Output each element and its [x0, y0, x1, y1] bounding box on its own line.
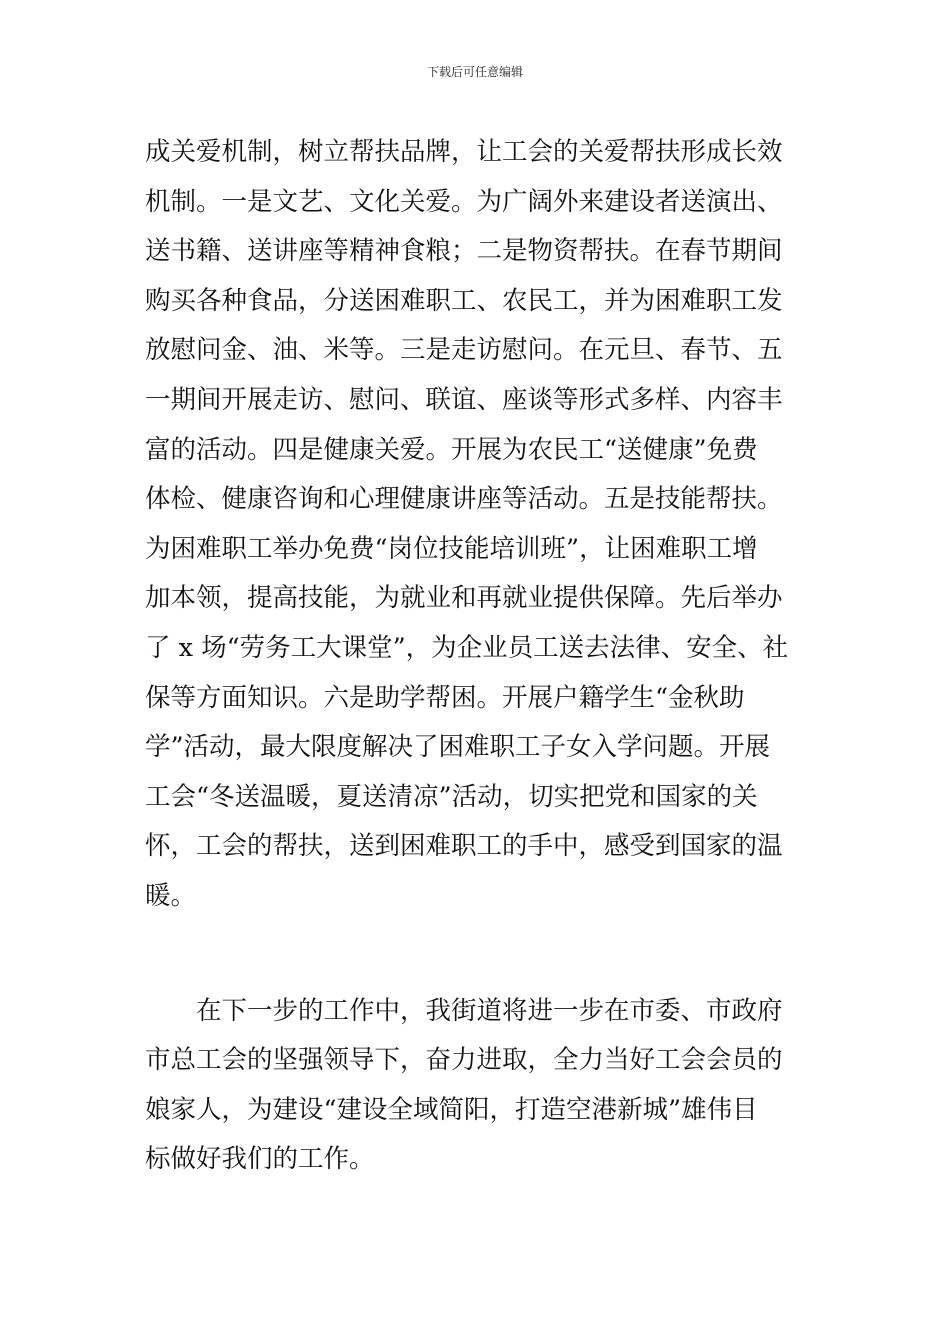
- paragraph-2: [145, 987, 815, 1185]
- text-line: 加本领，提高技能，为就业和再就业提供保障。先后举办: [145, 583, 783, 614]
- text-line: 成关爱机制，树立帮扶品牌，让工会的关爱帮扶形成长效: [145, 137, 783, 167]
- text-line: 为困难职工举办免费“岗位技能培训班”，让困难职工增: [145, 533, 758, 564]
- text-line: 购买各种食品，分送困难职工、农民工，并为困难职工发: [145, 285, 783, 316]
- text-line: 怀，工会的帮扶，送到困难职工的手中，感受到国家的温: [145, 831, 783, 862]
- text-line: 体检、健康咨询和心理健康讲座等活动。五是技能帮扶。: [145, 484, 783, 515]
- paragraph-spacer: [145, 922, 815, 987]
- text-line: 放慰问金、油、米等。三是走访慰问。在元旦、春节、五: [145, 335, 783, 366]
- text-line: 学”活动，最大限度解决了困难职工子女入学问题。开展: [145, 732, 771, 763]
- text-line: 送书籍、送讲座等精神食粮；二是物资帮扶。在春节期间: [145, 236, 783, 267]
- document-body: [145, 128, 815, 1185]
- text-line: 机制。一是文艺、文化关爱。为广阔外来建设者送演出、: [145, 186, 783, 217]
- text-line: 在下一步的工作中，我街道将进一步在市委、市政府: [145, 995, 783, 1026]
- text-line: 娘家人，为建设“建设全域简阳，打造空港新城”雄伟目: [145, 1094, 758, 1125]
- text-line: 工会“冬送温暖，夏送清凉”活动，切实把党和国家的关: [145, 781, 758, 812]
- paragraph-1: [145, 128, 815, 922]
- text-line: 暖。: [145, 880, 197, 911]
- page-header: 下载后可任意编辑: [426, 65, 523, 79]
- text-line: 富的活动。四是健康关爱。开展为农民工“送健康”免费: [145, 434, 758, 465]
- text-line: 市总工会的坚强领导下，奋力进取，全力当好工会会员的: [145, 1045, 783, 1076]
- text-line: 保等方面知识。六是助学帮困。开展户籍学生“金秋助: [145, 682, 745, 713]
- text-line: 了 x 场“劳务工大课堂”，为企业员工送去法律、安全、社: [145, 632, 789, 663]
- text-line: 标做好我们的工作。: [145, 1144, 375, 1175]
- text-line: 一期间开展走访、慰问、联谊、座谈等形式多样、内容丰: [145, 384, 783, 415]
